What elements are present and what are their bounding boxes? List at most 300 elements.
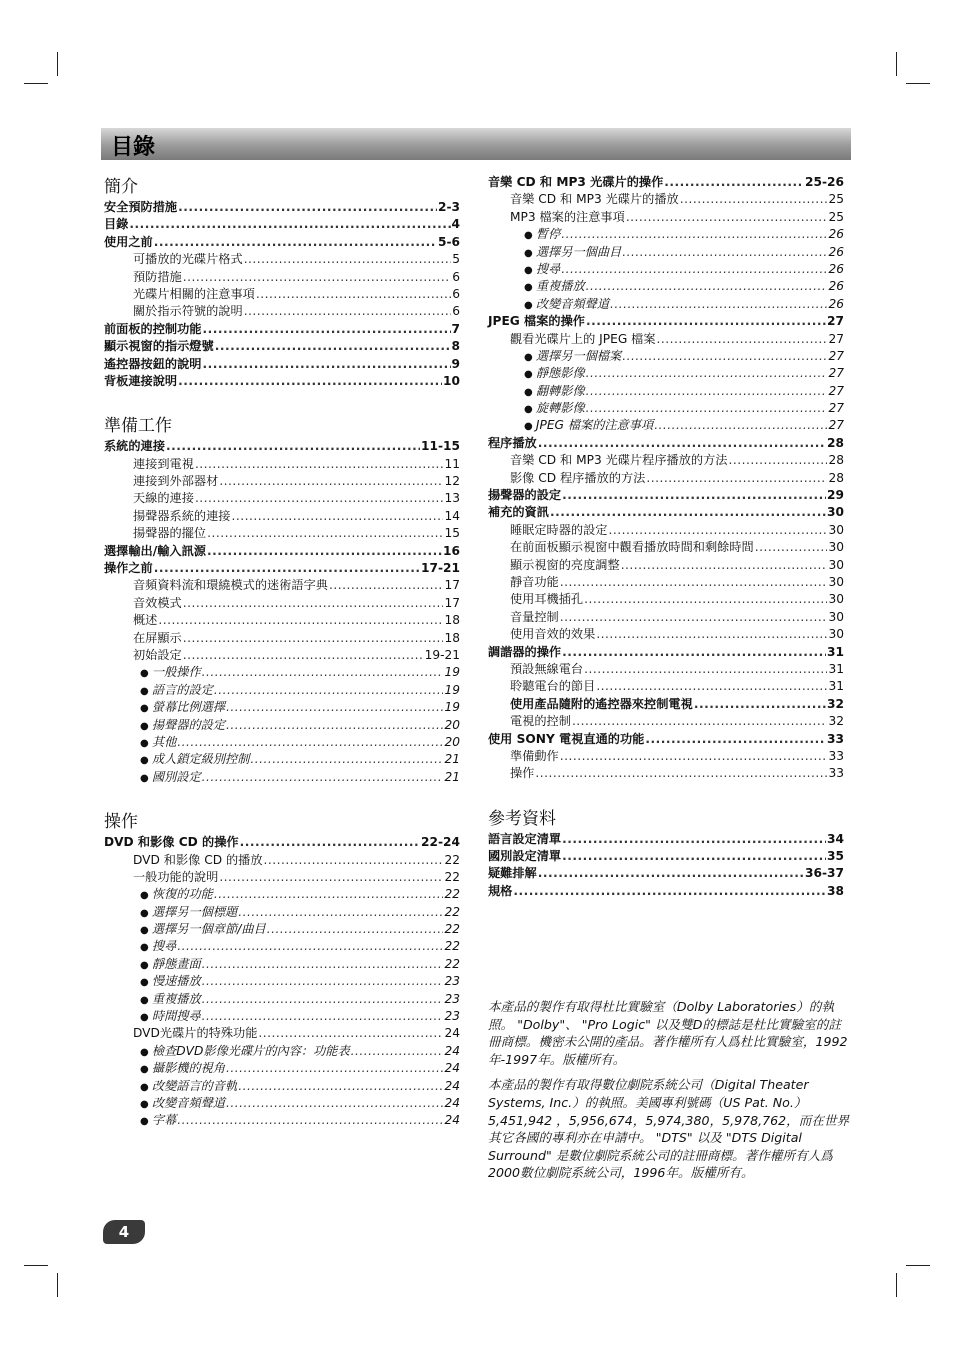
toc-entry[interactable] [488,731,844,748]
dot-leader [244,303,452,320]
dot-leader [586,278,828,295]
toc-entry-page: 25-26 [805,175,844,189]
dot-leader [622,244,827,261]
dot-leader [264,852,444,869]
toc-entry-page: 27 [827,314,844,329]
toc-entry[interactable] [104,234,460,251]
dot-leader [183,269,451,286]
dot-leader [550,504,826,521]
toc-entry-title: ● 一般操作 [140,664,201,682]
section-gap [104,390,460,408]
toc-entry-page: 26 [828,296,844,311]
toc-entry[interactable] [488,435,844,452]
toc-entry-page: 26 [828,279,844,294]
toc-entry-page: 21 [444,752,460,767]
toc-entry-title: ● 翻轉影像 [524,383,585,401]
section-heading: 準備工作 [104,416,172,437]
toc-entry-page: 7 [451,321,460,336]
toc-entry-page: 35 [827,849,844,864]
toc-entry[interactable] [488,331,844,348]
toc-entry[interactable] [104,991,460,1008]
toc-entry-page: 22-24 [421,835,460,850]
toc-entry-page: 30 [828,540,844,555]
toc-entry[interactable] [104,199,460,216]
toc-entry-page: 25 [828,209,844,224]
toc-entry[interactable] [104,438,460,455]
toc-left-column [104,175,460,1130]
dot-leader [256,286,451,303]
crop-mark [24,83,48,84]
toc-entry-title: JPEG 檔案的操作 [488,314,585,329]
dot-leader [183,595,444,612]
dot-leader [596,626,827,643]
toc-entry-title: 預防措施 [133,269,182,284]
dot-leader [258,1025,443,1042]
toc-entry[interactable] [488,348,844,365]
toc-entry-page: 22 [444,887,460,902]
dot-leader [129,216,450,233]
toc-entry[interactable] [104,869,460,886]
toc-entry-title: 光碟片相關的注意事項 [133,286,255,301]
toc-entry[interactable] [488,504,844,521]
toc-entry-page: 12 [444,474,460,489]
toc-entry[interactable] [488,848,844,865]
dot-leader [240,834,420,851]
dot-leader [610,296,827,313]
toc-entry-title: ● 檢查DVD影像光碟片的內容：功能表 [140,1043,350,1061]
toc-entry-title: ● 改變語言的音軌 [140,1078,237,1096]
dot-leader [214,682,444,699]
dot-leader [219,869,443,886]
toc-entry[interactable] [104,473,460,490]
toc-entry[interactable] [488,470,844,487]
toc-entry-title: 揚聲器的擺位 [133,526,207,541]
toc-entry-title: ● 改變音頻聲道 [140,1095,225,1113]
toc-entry[interactable] [104,356,460,373]
toc-entry-page: 18 [444,630,460,645]
toc-entry[interactable] [104,769,460,786]
toc-entry[interactable] [104,699,460,716]
toc-entry[interactable] [104,338,460,355]
toc-entry-title: ● 暫停 [524,226,560,244]
toc-entry-title: 音效模式 [133,595,182,610]
toc-entry[interactable] [488,591,844,608]
toc-entry[interactable] [104,682,460,699]
toc-entry-title: ● 搜尋 [140,938,176,956]
toc-entry-page: 29 [827,488,844,503]
toc-entry[interactable] [104,973,460,990]
toc-entry[interactable] [104,525,460,542]
toc-entry[interactable] [488,244,844,261]
page-number: 4 [118,1223,130,1241]
toc-entry-title: ● 字幕 [140,1112,176,1130]
toc-entry-title: 系統的連接 [104,439,165,454]
toc-entry[interactable] [104,1095,460,1112]
dot-leader [513,883,826,900]
dot-leader [202,991,444,1008]
dot-leader [596,678,827,695]
toc-entry[interactable] [488,574,844,591]
toc-entry[interactable] [488,539,844,556]
toc-entry[interactable] [104,508,460,525]
toc-entry-page: 2-3 [437,200,460,214]
toc-entry[interactable] [488,400,844,417]
toc-entry-page: 31 [827,644,844,659]
toc-entry[interactable] [488,831,844,848]
toc-entry-page: 23 [444,1009,460,1024]
toc-entry[interactable] [104,630,460,647]
toc-entry-page: 24 [444,1113,460,1128]
toc-entry-page: 27 [828,383,844,398]
dot-leader [267,921,444,938]
toc-entry[interactable] [488,748,844,765]
toc-entry[interactable] [104,560,460,577]
toc-entry[interactable] [104,734,460,751]
toc-entry-title: ● 選擇另一個曲目 [524,244,621,262]
toc-entry-page: 6 [452,286,460,301]
toc-entry-title: ● 恢復的功能 [140,886,213,904]
toc-entry-title: ● 時間搜尋 [140,1008,201,1026]
toc-entry[interactable] [104,251,460,268]
trademark-notes [488,998,850,1190]
toc-entry-title: 在前面板顯示視窗中觀看播放時間和剩餘時間 [510,540,754,555]
crop-mark [24,1265,48,1266]
toc-entry-page: 9 [451,356,460,371]
toc-entry-page: 11-15 [421,439,460,454]
toc-entry-title: 程序播放 [488,435,537,450]
dot-leader [657,331,828,348]
dot-leader [560,748,828,765]
crop-mark [906,83,930,84]
dot-leader [177,938,443,955]
toc-entry-page: 32 [828,714,844,729]
section-heading: 參考資料 [488,808,556,829]
toc-entry[interactable] [488,209,844,226]
dot-leader [329,577,443,594]
toc-entry[interactable] [104,751,460,768]
toc-entry[interactable] [104,1008,460,1025]
toc-entry-title: 遙控器按鈕的說明 [104,356,202,371]
toc-entry-title: 使用音效的效果 [510,627,596,642]
toc-entry-page: 16 [443,543,460,558]
dot-leader [219,473,443,490]
toc-entry-title: 揚聲器系統的連接 [133,508,231,523]
toc-entry-title: 調諧器的操作 [488,644,562,659]
dot-leader [183,647,424,664]
section-gap [104,786,460,804]
toc-entry-page: 13 [444,491,460,506]
toc-entry-page: 5 [452,252,460,267]
toc-entry-title: 使用耳機插孔 [510,592,584,607]
toc-entry[interactable] [488,417,844,434]
toc-entry-title: ● 語言的設定 [140,682,213,700]
toc-entry-page: 24 [444,1043,460,1058]
toc-entry-page: 30 [828,522,844,537]
dot-leader [626,209,828,226]
toc-entry-page: 6 [452,304,460,319]
section-heading: 操作 [104,812,138,833]
dot-leader [560,609,828,626]
toc-entry-page: 19 [444,700,460,715]
dot-leader [203,356,451,373]
toc-entry[interactable] [488,696,844,713]
toc-entry-title: ● 搜尋 [524,261,560,279]
toc-entry[interactable] [488,883,844,900]
dot-leader [195,456,444,473]
toc-entry[interactable] [104,886,460,903]
toc-entry-title: ● 國別設定 [140,769,201,787]
toc-entry[interactable] [104,647,460,664]
crop-mark [896,52,897,76]
toc-entry[interactable] [488,661,844,678]
toc-entry-title: 影像 CD 程序播放的方法 [510,470,646,485]
toc-entry-page: 33 [828,748,844,763]
dot-leader [680,191,828,208]
toc-entry[interactable] [488,713,844,730]
toc-entry[interactable] [488,296,844,313]
toc-entry[interactable] [104,1043,460,1060]
toc-entry-title: 睡眠定時器的設定 [510,522,608,537]
toc-entry-page: 21 [444,769,460,784]
toc-entry[interactable] [488,313,844,330]
toc-entry-page: 22 [444,922,460,937]
toc-entry-title: 連接到電視 [133,456,194,471]
toc-entry[interactable] [104,1060,460,1077]
toc-entry[interactable] [104,595,460,612]
toc-entry[interactable] [488,226,844,243]
toc-entry-page: 22 [444,869,460,884]
toc-entry-page: 20 [444,717,460,732]
toc-entry-page: 28 [828,470,844,485]
toc-entry-title: 音樂 CD 和 MP3 光碟片程序播放的方法 [510,453,728,468]
dot-leader [535,765,827,782]
toc-entry-page: 11 [444,456,460,471]
dot-leader [177,734,443,751]
toc-entry-title: ● 選擇另一個標題 [140,904,237,922]
toc-entry[interactable] [104,303,460,320]
toc-entry-page: 38 [827,883,844,898]
toc-entry-title: ● 其他 [140,734,176,752]
toc-entry-title: ● 成人鎖定級別控制 [140,751,249,769]
toc-entry[interactable] [488,452,844,469]
toc-entry-page: 26 [828,227,844,242]
dot-leader [621,557,828,574]
toc-entry[interactable] [104,373,460,390]
toc-right-column [488,174,844,900]
toc-entry[interactable] [488,609,844,626]
toc-entry-title: 安全預防措施 [104,200,178,214]
toc-entry[interactable] [104,1112,460,1129]
toc-entry[interactable] [488,644,844,661]
toc-entry-page: 30 [828,557,844,572]
toc-entry[interactable] [488,261,844,278]
toc-entry-title: 預設無線電台 [510,661,584,676]
toc-entry-title: 天線的連接 [133,491,194,506]
toc-entry-title: ● 選擇另一個檔案 [524,348,621,366]
toc-entry-page: 18 [444,613,460,628]
dot-leader [154,560,420,577]
toc-entry-title: 在屏顯示 [133,630,182,645]
toc-entry-title: DVD 和影像 CD 的操作 [104,835,239,850]
dot-leader [538,865,804,882]
toc-entry-page: 23 [444,991,460,1006]
page-number-badge [103,1220,145,1244]
page-title: 目錄 [111,135,156,160]
toc-entry-title: 音樂 CD 和 MP3 光碟片的操作 [488,175,664,189]
toc-entry-page: 19-21 [424,647,460,662]
toc-entry[interactable] [488,678,844,695]
toc-entry-title: 顯示視窗的亮度調整 [510,557,620,572]
toc-entry-title: 前面板的控制功能 [104,321,202,336]
toc-entry[interactable] [488,487,844,504]
toc-entry[interactable] [104,577,460,594]
dot-leader [238,1078,443,1095]
toc-entry-page: 33 [828,766,844,781]
dot-leader [195,490,444,507]
toc-entry[interactable] [488,174,844,191]
toc-entry-title: 觀看光碟片上的 JPEG 檔案 [510,331,656,346]
dot-leader [755,539,828,556]
dot-leader [178,373,442,390]
toc-entry-page: 26 [828,244,844,259]
toc-entry-title: ● 改變音頻聲道 [524,296,609,314]
dot-leader [561,226,827,243]
toc-entry-title: ● 揚聲器的設定 [140,717,225,735]
dot-leader [202,769,444,786]
toc-entry-page: 22 [444,939,460,954]
toc-entry-title: 規格 [488,883,513,898]
toc-entry-page: 23 [444,974,460,989]
toc-entry[interactable] [104,490,460,507]
dot-leader [562,644,826,661]
toc-entry-page: 27 [828,366,844,381]
toc-entry-page: 19 [444,665,460,680]
toc-entry[interactable] [488,765,844,782]
toc-entry[interactable] [488,278,844,295]
toc-entry-page: 24 [444,1095,460,1110]
toc-entry-page: 17 [444,595,460,610]
toc-entry-page: 27 [828,348,844,363]
toc-entry-title: 顯示視窗的指示燈號 [104,339,214,354]
toc-entry-page: 10 [443,373,460,388]
toc-entry[interactable] [104,664,460,681]
toc-entry[interactable] [104,1025,460,1042]
dot-leader [226,699,443,716]
dot-leader [351,1043,444,1060]
toc-entry[interactable] [488,383,844,400]
toc-entry-page: 20 [444,734,460,749]
toc-entry-page: 22 [444,852,460,867]
toc-entry-title: 補充的資訊 [488,505,549,520]
dot-leader [645,731,826,748]
dot-leader [238,904,443,921]
toc-entry-page: 24 [444,1061,460,1076]
toc-entry[interactable] [488,522,844,539]
dot-leader [694,696,826,713]
toc-entry-title: MP3 檔案的注意事項 [510,209,625,224]
toc-entry-title: ● 螢幕比例選擇 [140,699,225,717]
toc-entry-title: 使用 SONY 電視直通的功能 [488,731,645,746]
toc-entry[interactable] [104,921,460,938]
dot-leader [586,400,828,417]
toc-entry-page: 4 [451,217,460,232]
dot-leader [572,713,828,730]
toc-entry[interactable] [104,543,460,560]
toc-entry-title: 準備動作 [510,748,559,763]
toc-entry[interactable] [104,956,460,973]
toc-entry-page: 27 [828,331,844,346]
dot-leader [203,321,451,338]
dot-leader [586,313,826,330]
dot-leader [561,261,827,278]
toc-entry[interactable] [104,456,460,473]
toc-entry-page: 31 [828,679,844,694]
toc-entry[interactable] [104,904,460,921]
toc-entry[interactable] [488,626,844,643]
section-heading: 簡介 [104,177,138,197]
dot-leader [586,383,828,400]
section-gap [488,783,844,801]
dot-leader [226,1060,443,1077]
toc-entry[interactable] [104,612,460,629]
dot-leader [207,543,442,560]
toc-entry[interactable] [104,216,460,233]
toc-entry[interactable] [104,286,460,303]
toc-entry-page: 15 [444,526,460,541]
toc-entry[interactable] [104,321,460,338]
toc-entry-title: DVD光碟片的特殊功能 [133,1026,258,1041]
toc-entry-page: 25 [828,192,844,207]
toc-entry-title: 國別設定清單 [488,849,562,864]
dot-leader [178,199,437,216]
dot-leader [158,612,443,629]
toc-entry-title: ● 選擇另一個章節/曲目 [140,921,266,939]
toc-entry[interactable] [104,269,460,286]
dot-leader [646,470,827,487]
toc-entry[interactable] [104,717,460,734]
toc-entry-title: ● 旋轉影像 [524,400,585,418]
toc-entry-page: 31 [828,661,844,676]
toc-entry-title: 音頻資料流和環繞模式的迷術語字典 [133,578,328,593]
toc-entry-title: 初始設定 [133,647,182,662]
toc-entry-title: 可播放的光碟片格式 [133,252,243,267]
toc-entry[interactable] [488,865,844,882]
toc-entry-title: ● 靜態畫面 [140,956,201,974]
toc-entry[interactable] [488,557,844,574]
dot-leader [584,591,827,608]
toc-entry-page: 24 [444,1078,460,1093]
toc-entry-title: 音樂 CD 和 MP3 光碟片的播放 [510,192,679,207]
dot-leader [584,661,827,678]
trademark-note: 本產品的製作有取得數位劇院系統公司（Digital Theater Systems, Inc.）的執照。美國專利號碼（US Pat. No.）5,451,942 ，5,956,674，5,974,380，5,978,762，而在世界其它各國的專利亦在申請中。 "DTS" 以及 "DTS Digital Surround" 是數位劇院系統公司的註冊商標。著作權所有人爲2000數位劇院系統公司，1996年。版權所有。 [488,1077,850,1181]
dot-leader [232,508,444,525]
dot-leader [177,1112,443,1129]
toc-entry-page: 28 [827,435,844,450]
toc-entry-title: 音量控制 [510,609,559,624]
toc-entry[interactable] [104,938,460,955]
toc-entry-page: 34 [827,831,844,846]
toc-entry[interactable] [104,1078,460,1095]
toc-entry[interactable] [488,191,844,208]
toc-entry[interactable] [104,852,460,869]
toc-entry[interactable] [488,365,844,382]
dot-leader [244,251,452,268]
crop-mark [57,52,58,76]
dot-leader [166,438,420,455]
toc-entry-page: 17-21 [421,561,460,576]
toc-entry[interactable] [104,834,460,851]
dot-leader [562,831,826,848]
